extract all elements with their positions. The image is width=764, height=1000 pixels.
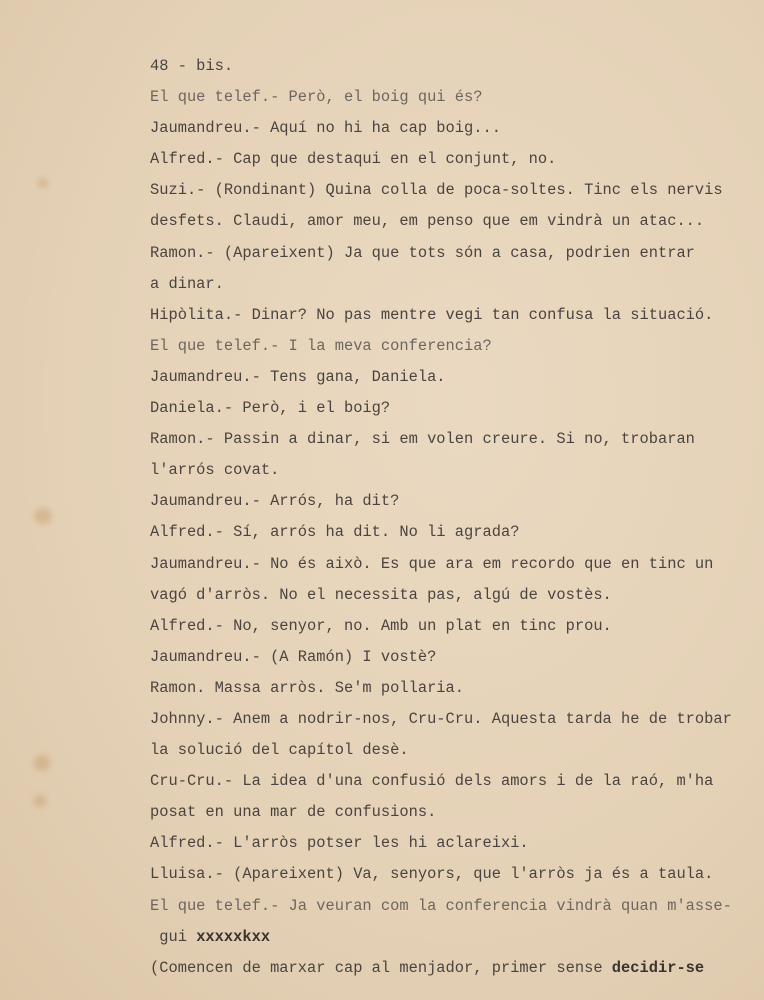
paper-stain bbox=[34, 755, 50, 771]
struck-out-text: decidir-se bbox=[611, 958, 705, 977]
text-line: Alfred.- No, senyor, no. Amb un plat en tinc prou. bbox=[150, 616, 612, 635]
script-text bbox=[150, 51, 732, 984]
text-line: Ramon.- Passin a dinar, si em volen creure. Si no, trobaran bbox=[150, 430, 695, 449]
paper-stain bbox=[34, 508, 52, 524]
paper-stain bbox=[38, 178, 48, 188]
line-text: gui bbox=[150, 927, 197, 946]
text-line: Ramon. Massa arròs. Se'm pollaria. bbox=[150, 678, 465, 697]
page-number: 48 - bis. bbox=[150, 57, 234, 75]
text-line: Cru-Cru.- La idea d'una confusió dels amors i de la raó, m'ha bbox=[150, 772, 714, 791]
text-line bbox=[150, 953, 732, 984]
text-line: El que telef.- Però, el boig qui és? bbox=[150, 88, 483, 107]
text-line: Johnny.- Anem a nodrir-nos, Cru-Cru. Aquesta tarda he de trobar bbox=[150, 709, 732, 728]
text-line: Hipòlita.- Dinar? No pas mentre vegi tan confusa la situació. bbox=[150, 305, 714, 324]
text-line: la solució del capítol desè. bbox=[150, 741, 409, 760]
text-line: Alfred.- Sí, arrós ha dit. No li agrada? bbox=[150, 523, 520, 542]
text-line: Ramon.- (Apareixent) Ja que tots són a casa, podrien entrar bbox=[150, 243, 695, 262]
text-line: El que telef.- Ja veuran com la conferencia vindrà quan m'asse- bbox=[150, 896, 732, 915]
text-line: Jaumandreu.- No és això. Es que ara em recordo que en tinc un bbox=[150, 554, 714, 573]
text-line: Jaumandreu.- Arrós, ha dit? bbox=[150, 492, 400, 511]
text-line: Jaumandreu.- Aquí no hi ha cap boig... bbox=[150, 119, 501, 138]
struck-out-text: xxxxxkxx bbox=[196, 927, 271, 946]
text-line: desfets. Claudi, amor meu, em penso que em vindrà un atac... bbox=[150, 212, 705, 231]
text-line: Suzi.- (Rondinant) Quina colla de poca-soltes. Tinc els nervis bbox=[150, 181, 723, 200]
paper-stain bbox=[34, 795, 46, 807]
text-line: El que telef.- I la meva conferencia? bbox=[150, 336, 492, 355]
text-line: Alfred.- L'arròs potser les hi aclareixi. bbox=[150, 834, 529, 853]
line-text: (Comencen de marxar cap al menjador, primer sense bbox=[150, 958, 612, 977]
text-line: l'arrós covat. bbox=[150, 461, 280, 480]
text-line: Jaumandreu.- (A Ramón) I vostè? bbox=[150, 647, 437, 666]
text-line bbox=[150, 922, 732, 953]
text-line: Lluisa.- (Apareixent) Va, senyors, que l'arròs ja és a taula. bbox=[150, 865, 714, 884]
text-line: Alfred.- Cap que destaqui en el conjunt, no. bbox=[150, 150, 557, 169]
text-line: vagó d'arròs. No el necessita pas, algú de vostès. bbox=[150, 585, 612, 604]
text-line: posat en una mar de confusions. bbox=[150, 803, 437, 822]
text-line: Jaumandreu.- Tens gana, Daniela. bbox=[150, 367, 446, 386]
text-line: Daniela.- Però, i el boig? bbox=[150, 399, 391, 418]
text-line: a dinar. bbox=[150, 274, 224, 293]
